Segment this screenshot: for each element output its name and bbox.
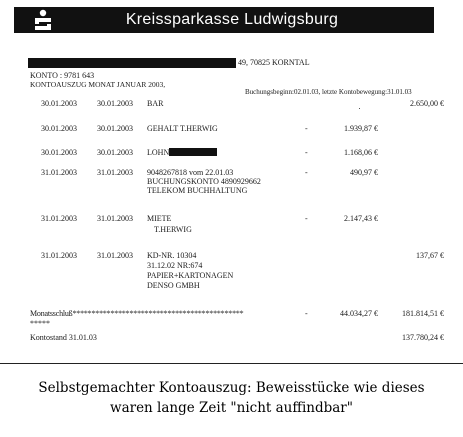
caption-line-2: waren lange Zeit "nicht auffindbar" (110, 400, 353, 416)
transaction-date: 30.01.2003 (41, 99, 77, 108)
bank-header-bar (14, 7, 434, 33)
transaction-date: 31.01.2003 (41, 214, 77, 223)
transaction-value-date: 31.01.2003 (97, 251, 133, 260)
statement-month: KONTOAUSZUG MONAT JANUAR 2003, (30, 80, 166, 89)
redaction-bar (28, 58, 236, 68)
transaction-value-date: 30.01.2003 (97, 148, 133, 157)
transaction-value-date: 31.01.2003 (97, 214, 133, 223)
transaction-debit: 1.939,87 € (344, 124, 378, 133)
transaction-date: 31.01.2003 (41, 251, 77, 260)
caption-line-1: Selbstgemachter Kontoauszug: Beweisstücke wie dieses (38, 380, 425, 396)
transaction-text: LOHN (147, 148, 170, 157)
transaction-debit: 490,97 € (350, 168, 378, 177)
balance-label: Kontostand 31.01.03 (30, 333, 97, 342)
transaction-date: 31.01.2003 (41, 168, 77, 177)
transaction-credit: 2.650,00 € (410, 99, 444, 108)
transaction-debit: 1.168,06 € (344, 148, 378, 157)
transaction-text: 9048267818 vom 22.01.03 (147, 168, 234, 177)
caption-divider (0, 363, 463, 364)
transaction-value-date: 30.01.2003 (97, 124, 133, 133)
redaction-bar (169, 148, 217, 156)
total-debit: 44.034,27 € (340, 309, 378, 318)
transaction-text: DENSO GMBH (147, 281, 200, 290)
transaction-value-date: 30.01.2003 (97, 99, 133, 108)
balance-amount: 137.780,24 € (402, 333, 444, 342)
bank-name: Kreissparkasse Ludwigsburg (125, 11, 339, 28)
transaction-text: KD-NR. 10304 (147, 251, 197, 260)
transaction-text: MIETE (147, 214, 172, 223)
transaction-text: T.HERWIG (154, 225, 192, 234)
image-caption (0, 378, 463, 418)
transaction-debit: 2.147,43 € (344, 214, 378, 223)
transaction-text: BUCHUNGSKONTO 4890929662 (147, 177, 261, 186)
sparkasse-logo-icon (32, 9, 54, 31)
transaction-credit: 137,67 € (416, 251, 444, 260)
account-number: KONTO : 9781 643 (30, 71, 95, 80)
transaction-text: 31.12.02 NR:674 (147, 261, 203, 270)
month-end-label: Monatsschluß********************************************* (30, 309, 244, 318)
transaction-text: PAPIER+KARTONAGEN (147, 271, 234, 280)
debit-sign: - (305, 124, 308, 133)
debit-sign: - (305, 148, 308, 157)
transaction-date: 30.01.2003 (41, 148, 77, 157)
transaction-text: BAR (147, 99, 164, 108)
transaction-date: 30.01.2003 (41, 124, 77, 133)
transaction-text: GEHALT T.HERWIG (147, 124, 218, 133)
month-end-stars: ***** (30, 319, 50, 328)
booking-period: Buchungsbeginn:02.01.03, letzte Kontobewegung:31.01.03 (245, 88, 412, 96)
debit-sign: - (305, 168, 308, 177)
transaction-value-date: 31.01.2003 (97, 168, 133, 177)
scan-speck (359, 108, 360, 109)
debit-sign: - (305, 309, 308, 318)
debit-sign: - (305, 214, 308, 223)
address-line: 49, 70825 KORNTAL (238, 58, 310, 67)
total-credit: 181.814,51 € (402, 309, 444, 318)
transaction-text: TELEKOM BUCHHALTUNG (147, 186, 248, 195)
